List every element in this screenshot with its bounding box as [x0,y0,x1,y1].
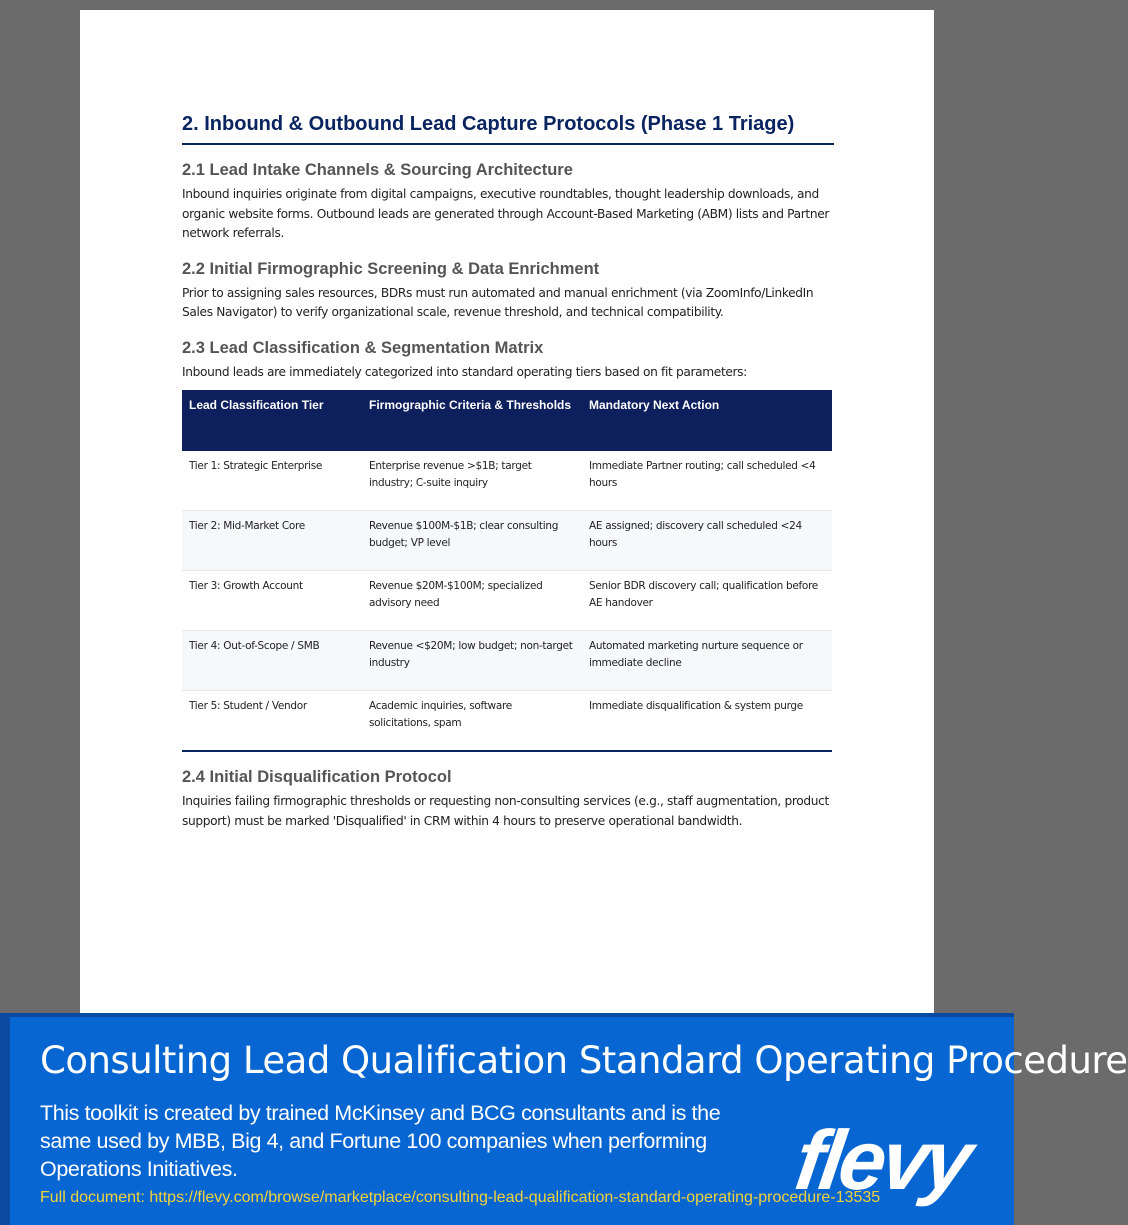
full-document-link[interactable]: Full document: https://flevy.com/browse/marketplace/consulting-lead-qualification-standard-operating-procedure-13535 [40,1189,881,1206]
classification-matrix-table [182,390,832,752]
cell-next-action: Immediate disqualification & system purge [589,700,803,712]
flevy-logo [789,1107,1000,1207]
cell-next-action: Senior BDR discovery call; qualification before AE handover [582,571,832,631]
table-header-row [182,390,832,451]
table-row [182,511,832,571]
header-next-action: Mandatory Next Action [582,390,832,451]
cell-criteria: Revenue $20M-$100M; specialized advisory need [362,571,582,631]
subsection-body-2-3: Inbound leads are immediately categorized into standard operating tiers based on fit parameters: [182,364,747,379]
subsection-body-2-4: Inquiries failing firmographic thresholds or requesting non-consulting services (e.g., staff augmentation, product support) must be marked 'Disqualified' in CRM within 4 hours to preserve operational bandwidth. [182,794,829,828]
cell-next-action: Automated marketing nurture sequence or immediate decline [582,631,832,691]
cell-criteria: Revenue $100M-$1B; clear consulting budget; VP level [362,511,582,571]
subsection-heading-2-1: 2.1 Lead Intake Channels & Sourcing Architecture [182,161,573,179]
banner-title: Consulting Lead Qualification Standard Operating Procedure [40,1039,1128,1082]
subsection-body-2-1: Inbound inquiries originate from digital campaigns, executive roundtables, thought leadership downloads, and organic website forms. Outbound leads are generated through Account-Based Marketing (ABM) lists and Partner network referrals. [182,187,830,240]
cell-tier: Tier 5: Student / Vendor [189,700,307,712]
section-title: 2. Inbound & Outbound Lead Capture Protocols (Phase 1 Triage) [182,113,834,145]
promo-banner [0,1013,1128,1225]
table-row [182,451,832,511]
subsection-heading-2-4: 2.4 Initial Disqualification Protocol [182,768,452,786]
cell-next-action: AE assigned; discovery call scheduled <24 hours [582,511,832,571]
flevy-logo-text: flevy [789,1113,975,1207]
banner-description: This toolkit is created by trained McKinsey and BCG consultants and is the same used by MBB, Big 4, and Fortune 100 companies when performing Operations Initiatives. [40,1101,721,1181]
table-row [182,571,832,631]
document-page [80,10,934,1013]
banner-edge [0,1017,10,1225]
table-row [182,631,832,691]
cell-tier: Tier 1: Strategic Enterprise [182,451,362,511]
cell-tier: Tier 2: Mid-Market Core [182,511,362,571]
subsection-heading-2-3: 2.3 Lead Classification & Segmentation Matrix [182,338,544,357]
cell-next-action: Immediate Partner routing; call scheduled <4 hours [582,451,832,511]
header-criteria: Firmographic Criteria & Thresholds [362,390,582,451]
subsection-heading-2-2: 2.2 Initial Firmographic Screening & Data Enrichment [182,259,600,278]
cell-tier: Tier 3: Growth Account [182,571,362,631]
table-row [182,691,832,752]
cell-criteria: Academic inquiries, software solicitations, spam [369,700,512,729]
cell-tier: Tier 4: Out-of-Scope / SMB [182,631,362,691]
cell-criteria: Revenue <$20M; low budget; non-target industry [362,631,582,691]
cell-criteria: Enterprise revenue >$1B; target industry; C-suite inquiry [362,451,582,511]
document-content [182,113,834,831]
header-tier: Lead Classification Tier [182,390,362,451]
subsection-body-2-2: Prior to assigning sales resources, BDRs must run automated and manual enrichment (via ZoomInfo/LinkedIn Sales Navigator) to verify organizational scale, revenue threshold, and technical compatibility. [182,285,814,319]
